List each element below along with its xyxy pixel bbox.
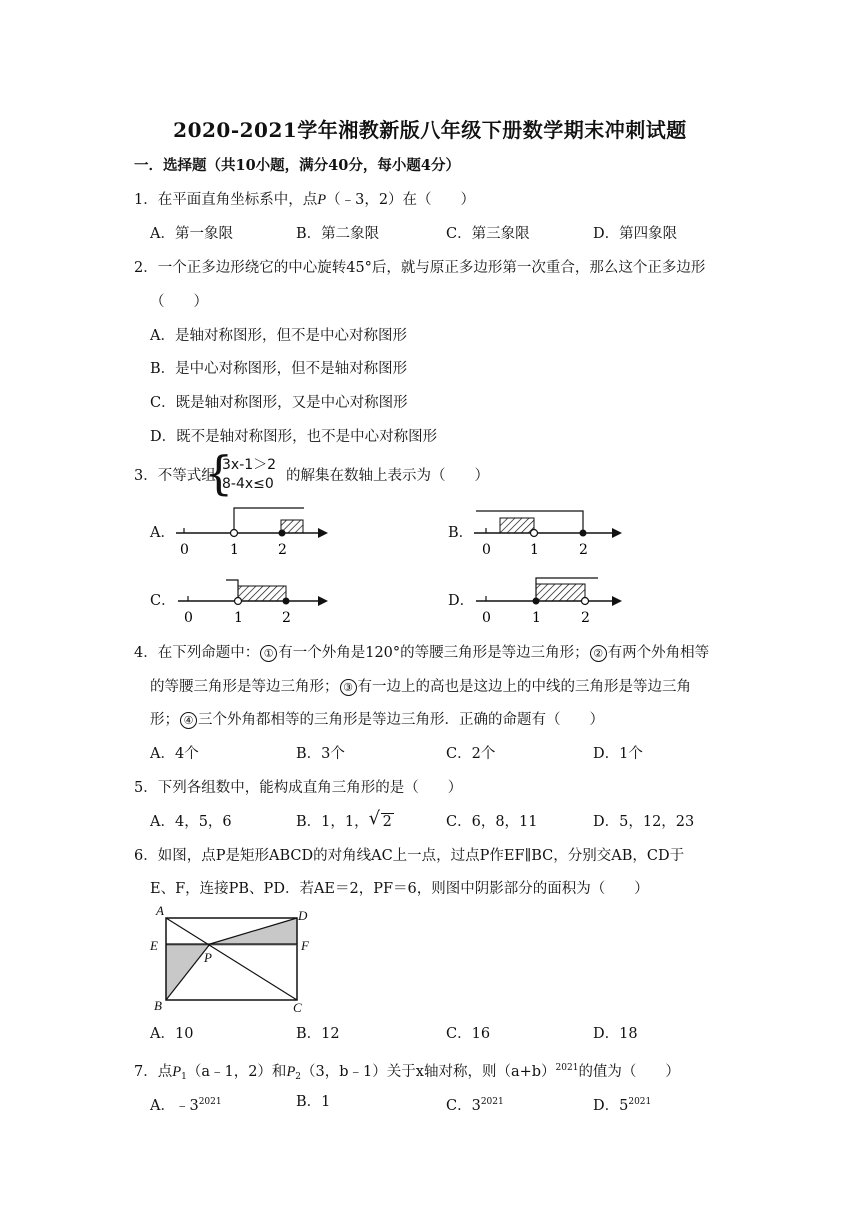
- q5-option-b: B．1，1， √ 2: [296, 808, 392, 830]
- question-6-line-1: 6．如图，点P是矩形ABCD的对角线AC上一点，过点P作EF∥BC，分别交AB，CD于: [134, 848, 685, 864]
- q3-option-a-label: A．: [150, 525, 175, 541]
- q4-option-a: A．4个: [150, 746, 199, 762]
- q6-option-c: C．16: [446, 1026, 491, 1042]
- q2-option-a: A．是轴对称图形，但不是中心对称图形: [150, 328, 407, 344]
- q5-option-c: C．6，8，11: [446, 814, 538, 830]
- q5-option-d: D．5，12，23: [593, 814, 695, 830]
- question-2-line-1: 2．一个正多边形绕它的中心旋转45°后，就与原正多边形第一次重合，那么这个正多边形: [134, 260, 706, 276]
- q7-option-b: B．1: [296, 1094, 331, 1110]
- page-title: 2020-2021学年湘教新版八年级下册数学期末冲刺试题: [173, 118, 687, 142]
- question-4-line-2: 的等腰三角形是等边三角形； ③ 有一边上的高也是这边上的中线的三角形是等边三角: [150, 679, 691, 695]
- number-line-c: [178, 580, 328, 626]
- tick-1: 1: [532, 610, 541, 626]
- tick-0: 0: [184, 610, 193, 626]
- q6-option-b: B．12: [296, 1026, 340, 1042]
- tick-2: 2: [579, 542, 588, 558]
- tick-0: 0: [482, 542, 491, 558]
- question-3-suffix: 的解集在数轴上表示为（ ）: [286, 468, 489, 484]
- number-line-b: [474, 511, 622, 558]
- tick-1: 1: [234, 610, 243, 626]
- q2-option-c: C．既是轴对称图形，又是中心对称图形: [150, 395, 408, 411]
- rectangle-figure: [166, 918, 297, 1000]
- tick-1: 1: [530, 542, 539, 558]
- tick-2: 2: [581, 610, 590, 626]
- number-line-d: [476, 578, 622, 626]
- label-c: C: [293, 1000, 302, 1015]
- q1-option-c: C．第三象限: [446, 226, 530, 242]
- question-3-prefix: 3．不等式组: [134, 468, 216, 484]
- label-f: F: [301, 938, 309, 953]
- q7-option-d: D．$5^{2021}$: [593, 1097, 652, 1114]
- label-e: E: [150, 938, 158, 953]
- q7-option-c: C．$3^{2021}$: [446, 1097, 504, 1114]
- q4-option-c: C．2个: [446, 746, 496, 762]
- q3-option-c-label: C．: [150, 593, 176, 609]
- q1-option-d: D．第四象限: [593, 226, 678, 242]
- square-root: √ 2: [368, 808, 392, 830]
- q6-option-a: A．10: [150, 1026, 194, 1042]
- question-5: 5．下列各组数中，能构成直角三角形的是（ ）: [134, 780, 463, 796]
- q4-option-d: D．1个: [593, 746, 643, 762]
- label-p: P: [204, 950, 212, 965]
- tick-2: 2: [282, 610, 291, 626]
- inequality-system: { 3x-1＞2 8-4x≤0: [204, 446, 277, 500]
- question-4-line-3: 形； ④ 三个外角都相等的三角形是等边三角形．正确的命题有（ ）: [150, 712, 604, 728]
- q3-option-b-label: B．: [448, 525, 474, 541]
- q5-option-a: A．4，5，6: [150, 814, 232, 830]
- question-4-line-1: 4．在下列命题中： ① 有一个外角是120°的等腰三角形是等边三角形； ② 有两个外角相等: [134, 645, 710, 661]
- question-2-line-2: （ ）: [150, 294, 208, 310]
- tick-1: 1: [230, 542, 239, 558]
- number-line-a: [176, 508, 328, 558]
- question-7: 7．点$P_1(a﹣1$，2）和$P_2(3$，b﹣1）关于x轴对称，则$(a+b)^{2021}$的值为（ ）: [134, 1063, 680, 1082]
- inequality-1: 3x-1＞2: [222, 457, 277, 473]
- question-1: 1．在平面直角坐标系中，点P（﹣3，2）在（ ）: [134, 192, 476, 208]
- label-a: A: [156, 903, 164, 918]
- question-6-line-2: E、F，连接PB、PD．若AE＝2，PF＝6，则图中阴影部分的面积为（ ）: [150, 881, 649, 897]
- q1-option-b: B．第二象限: [296, 226, 380, 242]
- tick-0: 0: [482, 610, 491, 626]
- label-d: D: [298, 908, 308, 923]
- section-heading: 一．选择题（共10小题，满分40分，每小题4分）: [134, 157, 460, 174]
- q1-option-a: A．第一象限: [150, 226, 233, 242]
- label-b: B: [154, 998, 162, 1013]
- tick-0: 0: [180, 542, 189, 558]
- q2-option-d: D．既不是轴对称图形，也不是中心对称图形: [150, 429, 438, 445]
- q2-option-b: B．是中心对称图形，但不是轴对称图形: [150, 361, 408, 377]
- inequality-2: 8-4x≤0: [222, 476, 274, 492]
- q7-option-a: A．$﹣3^{2021}$: [150, 1097, 222, 1114]
- tick-2: 2: [278, 542, 287, 558]
- q4-option-b: B．3个: [296, 746, 345, 762]
- q3-option-d-label: D．: [448, 593, 475, 609]
- q6-option-d: D．18: [593, 1026, 638, 1042]
